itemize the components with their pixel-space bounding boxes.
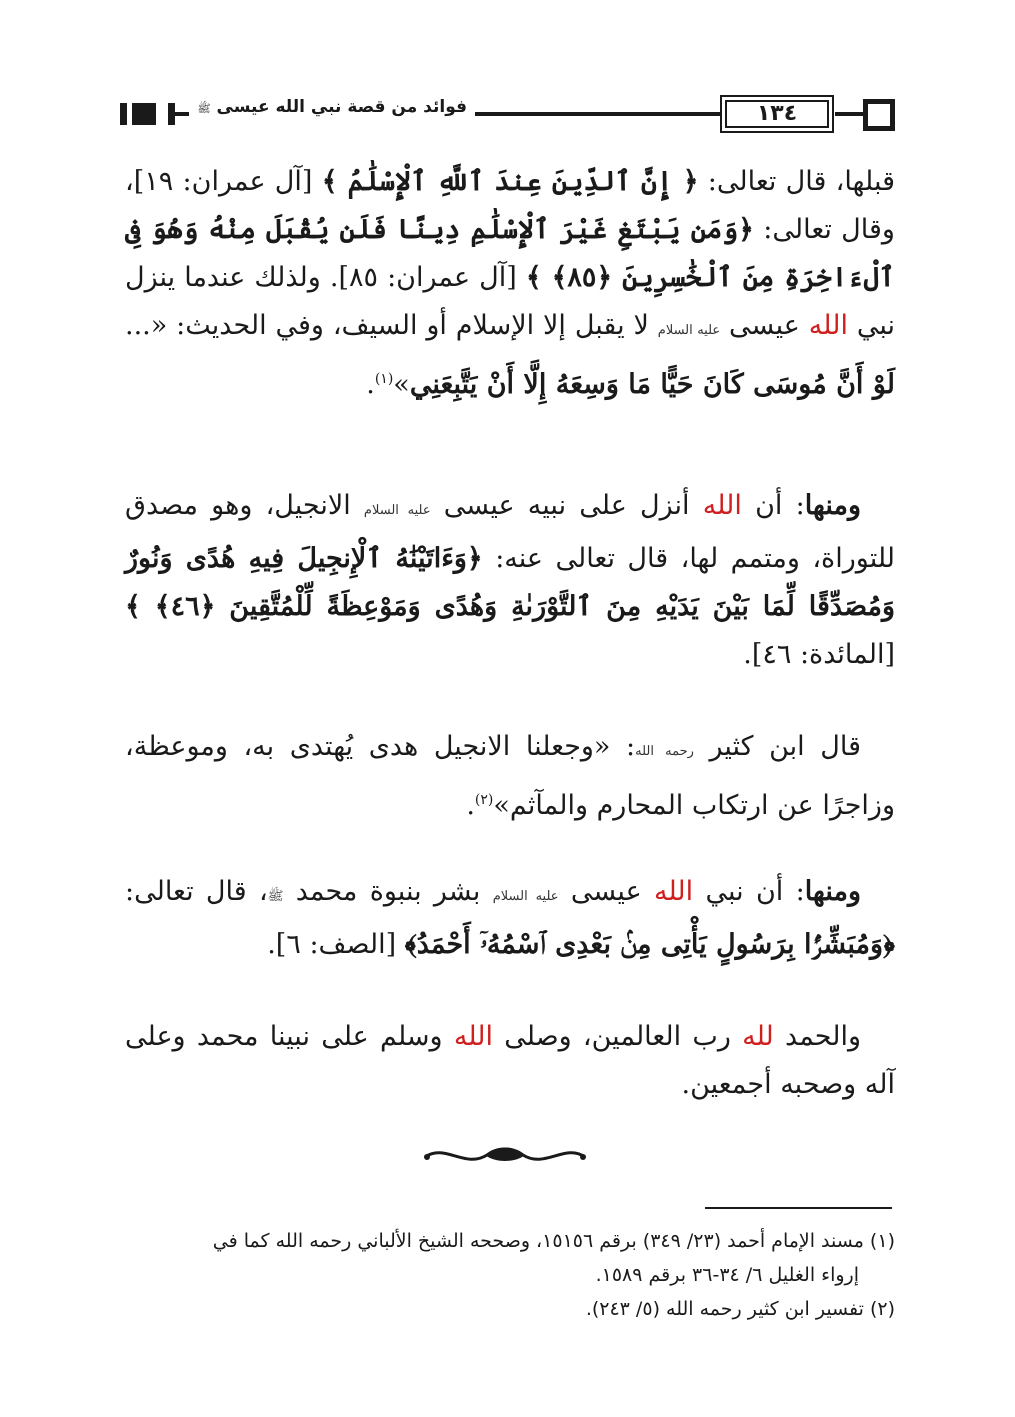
honorific: عليه السلام <box>492 889 559 904</box>
page-header <box>120 95 895 135</box>
honorific: رحمه الله <box>635 744 694 759</box>
paragraph-5: والحمد لله رب العالمين، وصلى الله وسلم على نبينا محمد وعلى آله وصحبه أجمعين. <box>125 1021 895 1100</box>
page-number: ١٣٤ <box>720 95 834 133</box>
divine-name: الله <box>453 1021 493 1052</box>
footnote-separator <box>705 1207 892 1209</box>
paragraph-4: ومنها: أن نبي الله عيسى عليه السلام بشر بنبوة محمد ﷺ، قال تعالى: ﴿وَمُبَشِّرًۢا بِرَسُولٍ يَأْتِى مِنۢ بَعْدِى ٱسْمُهُۥٓ أَحْمَدُ﴾ [الصف: ٦]. <box>125 876 895 960</box>
divine-name: لله <box>742 1021 774 1052</box>
footnote-ref[interactable]: (٢) <box>474 792 494 808</box>
paragraph-2: ومنها: أن الله أنزل على نبيه عيسى عليه السلام الانجيل، وهو مصدق للتوراة، ومتمم لها، قال تعالى عنه: ﴿وَءَاتَيْنَٰهُ ٱلْإِنجِيلَ فِيهِ هُدًى وَنُورٌ وَمُصَدِّقًا لِّمَا بَيْنَ يَدَيْهِ مِنَ ٱلتَّوْرَىٰةِ وَهُدًى وَمَوْعِظَةً لِّلْمُتَّقِينَ ﴿٤٦﴾ ﴾ [المائدة: ٤٦]. <box>125 490 896 670</box>
section-divider-ornament <box>415 1133 595 1173</box>
quran-verse: ﴿ إِنَّ ٱلدِّينَ عِندَ ٱللَّهِ ٱلْإِسْلَٰمُ ﴾ <box>321 166 699 197</box>
honorific: عليه السلام <box>657 323 721 338</box>
paragraph-lead: ومنها <box>804 876 862 907</box>
header-title: فوائد من قصة نبي الله عيسى ﷺ <box>189 97 475 118</box>
header-ornament-square <box>863 99 895 131</box>
footnotes <box>125 1224 895 1326</box>
divine-name: الله <box>702 490 742 521</box>
honorific: ﷺ <box>267 889 284 904</box>
divine-name: الله <box>654 876 694 907</box>
quran-verse: ﴿وَمُبَشِّرًۢا بِرَسُولٍ يَأْتِى مِنۢ بَعْدِى ٱسْمُهُۥٓ أَحْمَدُ﴾ <box>404 929 895 960</box>
quran-verse: ﴿وَمَن يَبْتَغِ غَيْرَ ٱلْإِسْلَٰمِ دِينًا فَلَن يُقْبَلَ مِنْهُ وَهُوَ فِى ٱلْءَاخِرَةِ مِنَ ٱلْخَٰسِرِينَ ﴿٨٥﴾ ﴾ <box>125 214 895 293</box>
honorific: عليه السلام <box>363 503 431 518</box>
header-ornament-left-block <box>132 103 156 125</box>
quran-verse: ﴿وَءَاتَيْنَٰهُ ٱلْإِنجِيلَ فِيهِ هُدًى وَنُورٌ وَمُصَدِّقًا لِّمَا بَيْنَ يَدَيْهِ مِنَ ٱلتَّوْرَىٰةِ وَهُدًى وَمَوْعِظَةً لِّلْمُتَّقِينَ ﴿٤٦﴾ ﴾ <box>125 543 895 622</box>
footnote-2: (٢) تفسير ابن كثير رحمه الله (٥/ ٢٤٣). <box>585 1298 895 1320</box>
footnote-1-line-2: إرواء الغليل ٦/ ٣٤-٣٦ برقم ١٥٨٩. <box>595 1264 859 1286</box>
footnote-1-line-1: (١) مسند الإمام أحمد (٢٣/ ٣٤٩) برقم ١٥١٥٦، وصححه الشيخ الألباني رحمه الله كما في <box>212 1230 895 1252</box>
footnote-ref[interactable]: (١) <box>374 371 394 387</box>
paragraph-lead: ومنها <box>804 490 862 521</box>
header-ornament-bar <box>168 103 175 125</box>
paragraph-3: قال ابن كثير رحمه الله: «وجعلنا الانجيل هدى يُهتدى به، وموعظة، وزاجرًا عن ارتكاب المحارم والمآثم»$^{(٢)}$. <box>125 731 895 821</box>
divine-name: الله <box>808 310 848 341</box>
hadith-text: لَوْ أَنَّ مُوسَى كَانَ حَيًّا مَا وَسِعَهُ إِلَّا أَنْ يَتَّبِعَنِي <box>409 369 895 400</box>
header-ornament-left-bar <box>120 103 127 125</box>
paragraph-1: قبلها، قال تعالى: ﴿ إِنَّ ٱلدِّينَ عِندَ ٱللَّهِ ٱلْإِسْلَٰمُ ﴾ [آل عمران: ١٩]، وقال تعالى: ﴿وَمَن يَبْتَغِ غَيْرَ ٱلْإِسْلَٰمِ دِينًا فَلَن يُقْبَلَ مِنْهُ وَهُوَ فِى ٱلْءَاخِرَةِ مِنَ ٱلْخَٰسِرِينَ ﴿٨٥﴾ ﴾ [آل عمران: ٨٥]. ولذلك عندما ينزل نبي الله عيسى عليه السلام لا يقبل إلا الإسلام أو السيف، وفي الحديث: «... لَوْ أَنَّ مُوسَى كَانَ حَيًّا مَا وَسِعَهُ إِلَّا أَنْ يَتَّبِعَنِي»$^{(١)}$. <box>125 166 896 400</box>
